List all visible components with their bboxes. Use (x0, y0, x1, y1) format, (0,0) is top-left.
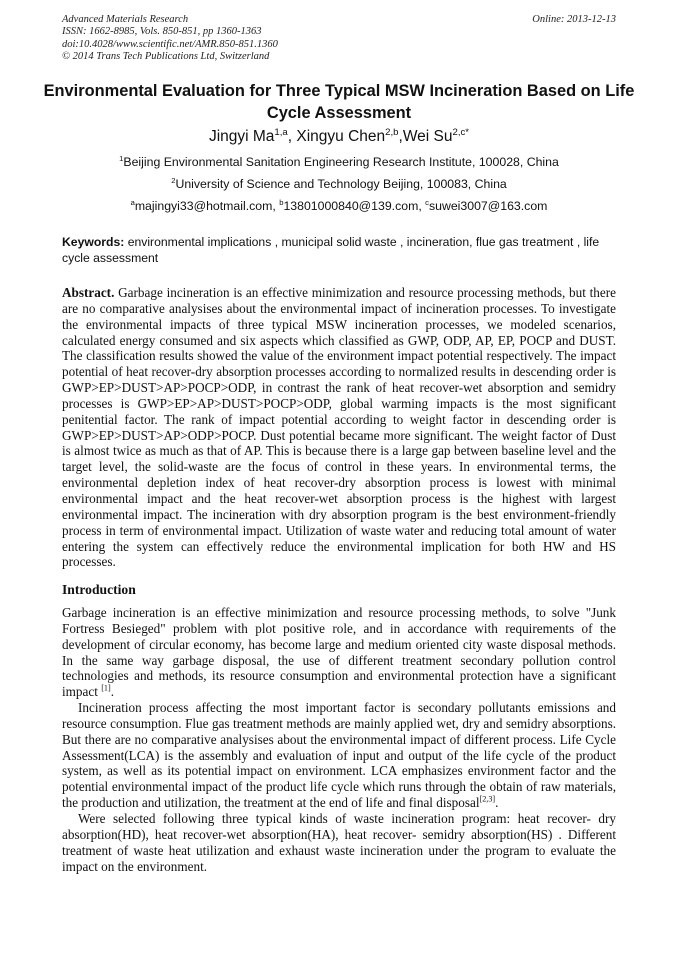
author-superscript: 2,b (385, 126, 399, 138)
keywords-block (62, 234, 616, 266)
journal-doi: doi:10.4028/www.scientific.net/AMR.850-851.1360 (62, 38, 278, 50)
affiliation (0, 177, 678, 191)
affiliation-text: Beijing Environmental Sanitation Engineering Research Institute, 100028, China (123, 155, 559, 169)
email-superscript: a (130, 197, 135, 207)
author-name: Xingyu Chen (296, 128, 386, 145)
paragraph (62, 605, 616, 700)
affiliation-superscript: 1 (119, 153, 124, 163)
paragraph-text: Incineration process affecting the most important factor is secondary pollutants emissions and resource consumption. Flue gas treatment methods are mainly applied wet, dry and semidry absorptions. But there are no comparative analysises about the environmental impact of different process. Life Cycle Assessment(LCA) is the assembly and evaluation of input and output of the life cycle of the product system, as well as its potential impact on environment. LCA emphasizes environment factor and the potential environmental impact of the product life cycle which runs through the obtain of raw materials, the production and utilization, the treatment at the end of life and final disposal (62, 700, 616, 811)
email-address[interactable]: 13801000840@139.com, (283, 199, 426, 213)
paragraph-end: . (110, 684, 115, 700)
citation-reference[interactable]: [1] (101, 683, 111, 693)
journal-issn: ISSN: 1662-8985, Vols. 850-851, pp 1360-1363 (62, 26, 262, 38)
author-superscript: 2,c* (452, 126, 470, 138)
affiliation (0, 155, 678, 169)
abstract-block (62, 285, 616, 570)
author-separator: , (398, 128, 403, 145)
journal-name: Advanced Materials Research (62, 14, 189, 25)
journal-header (62, 14, 616, 64)
email-superscript: c (425, 197, 429, 207)
online-date: Online: 2013-12-13 (532, 14, 616, 25)
affiliation-text: University of Science and Technology Beijing, 100083, China (175, 177, 507, 191)
author-list (0, 128, 678, 146)
keywords-label: Keywords: (62, 235, 125, 249)
author-separator: , (287, 128, 297, 145)
introduction-body (62, 605, 616, 874)
abstract-label: Abstract. (62, 285, 115, 300)
keywords-text: environmental implications , municipal solid waste , incineration, flue gas treatment , life cycle assessment (62, 235, 600, 265)
abstract-text: Garbage incineration is an effective minimization and resource processing methods, but there are no comparative analysises about the environmental impact of incineration processes. To investigate the environmental impacts of three typical MSW incineration processes, we modeled scenarios, calculated energy consumed and six aspects which classified as GWP, ODP, AP, EP, POCP and DUST. The classification results showed the value of the environment impact potential respectively. The impact potential of heat recover-dry absorption processes according to normalized results in descending order is GWP>EP>DUST>AP>POCP>ODP, in contrast the rank of heat recover-wet absorption and semidry processes is GWP>EP>AP>DUST>POCP>ODP, global warming impacts is the most significant penitential factor. The rank of impact potential according to weight factor in descending order is GWP>EP>DUST>AP>ODP>POCP. Dust potential became more significant. The weight factor of Dust is almost twice as much as that of AP. This is because there is a large gap between baseline level and the target level, the solid-waste are the focus of control in these years. In environmental terms, the environmental depletion index of heat recover-dry absorption process is lowest with minimal environmental impact and the heat recover-wet absorption process is the highest with largest environmental impact. The incineration with dry absorption program is the best environment-friendly process in term of environmental impact. Utilization of waste water and reducing total amount of water entering the system can effectively reduce the environmental implication for both HW and HS processes. (62, 285, 616, 570)
email-address[interactable]: majingyi33@hotmail.com, (134, 199, 280, 213)
journal-copyright: © 2014 Trans Tech Publications Ltd, Switzerland (62, 51, 270, 63)
author-superscript: 1,a (274, 126, 288, 138)
paragraph-end: . (495, 795, 499, 811)
affiliation-superscript: 2 (171, 175, 176, 185)
author-name: Jingyi Ma (208, 128, 275, 145)
paragraph-text: Garbage incineration is an effective minimization and resource processing methods, to solve "Junk Fortress Besieged" problem with plot positive role, and in accordance with requirements of the development of circular economy, has become large and medium oriented city waste disposal methods. In the same way garbage disposal, the use of different treatment secondary pollution control technologies and methods, its resource consumption and environmental protection have a significant impact (62, 605, 616, 700)
paragraph-text: Were selected following three typical kinds of waste incineration program: heat recover- dry absorption(HD), heat recover-wet absorption(HA), heat recover- semidry absorption(HS) . Different treatment of waste heat utilization and exhaust waste incineration under the program to evaluate the impact on the environment. (62, 810, 616, 874)
email-superscript: b (279, 197, 284, 207)
paragraph (62, 700, 616, 811)
email-address[interactable]: suwei3007@163.com (428, 199, 548, 213)
citation-reference[interactable]: [2,3] (479, 794, 496, 804)
paper-title: Environmental Evaluation for Three Typical MSW Incineration Based on Life Cycle Assessment (43, 82, 635, 122)
email-list (0, 199, 678, 213)
paragraph (62, 811, 616, 874)
author-name: Wei Su (402, 128, 453, 145)
section-heading-introduction: Introduction (62, 582, 136, 597)
